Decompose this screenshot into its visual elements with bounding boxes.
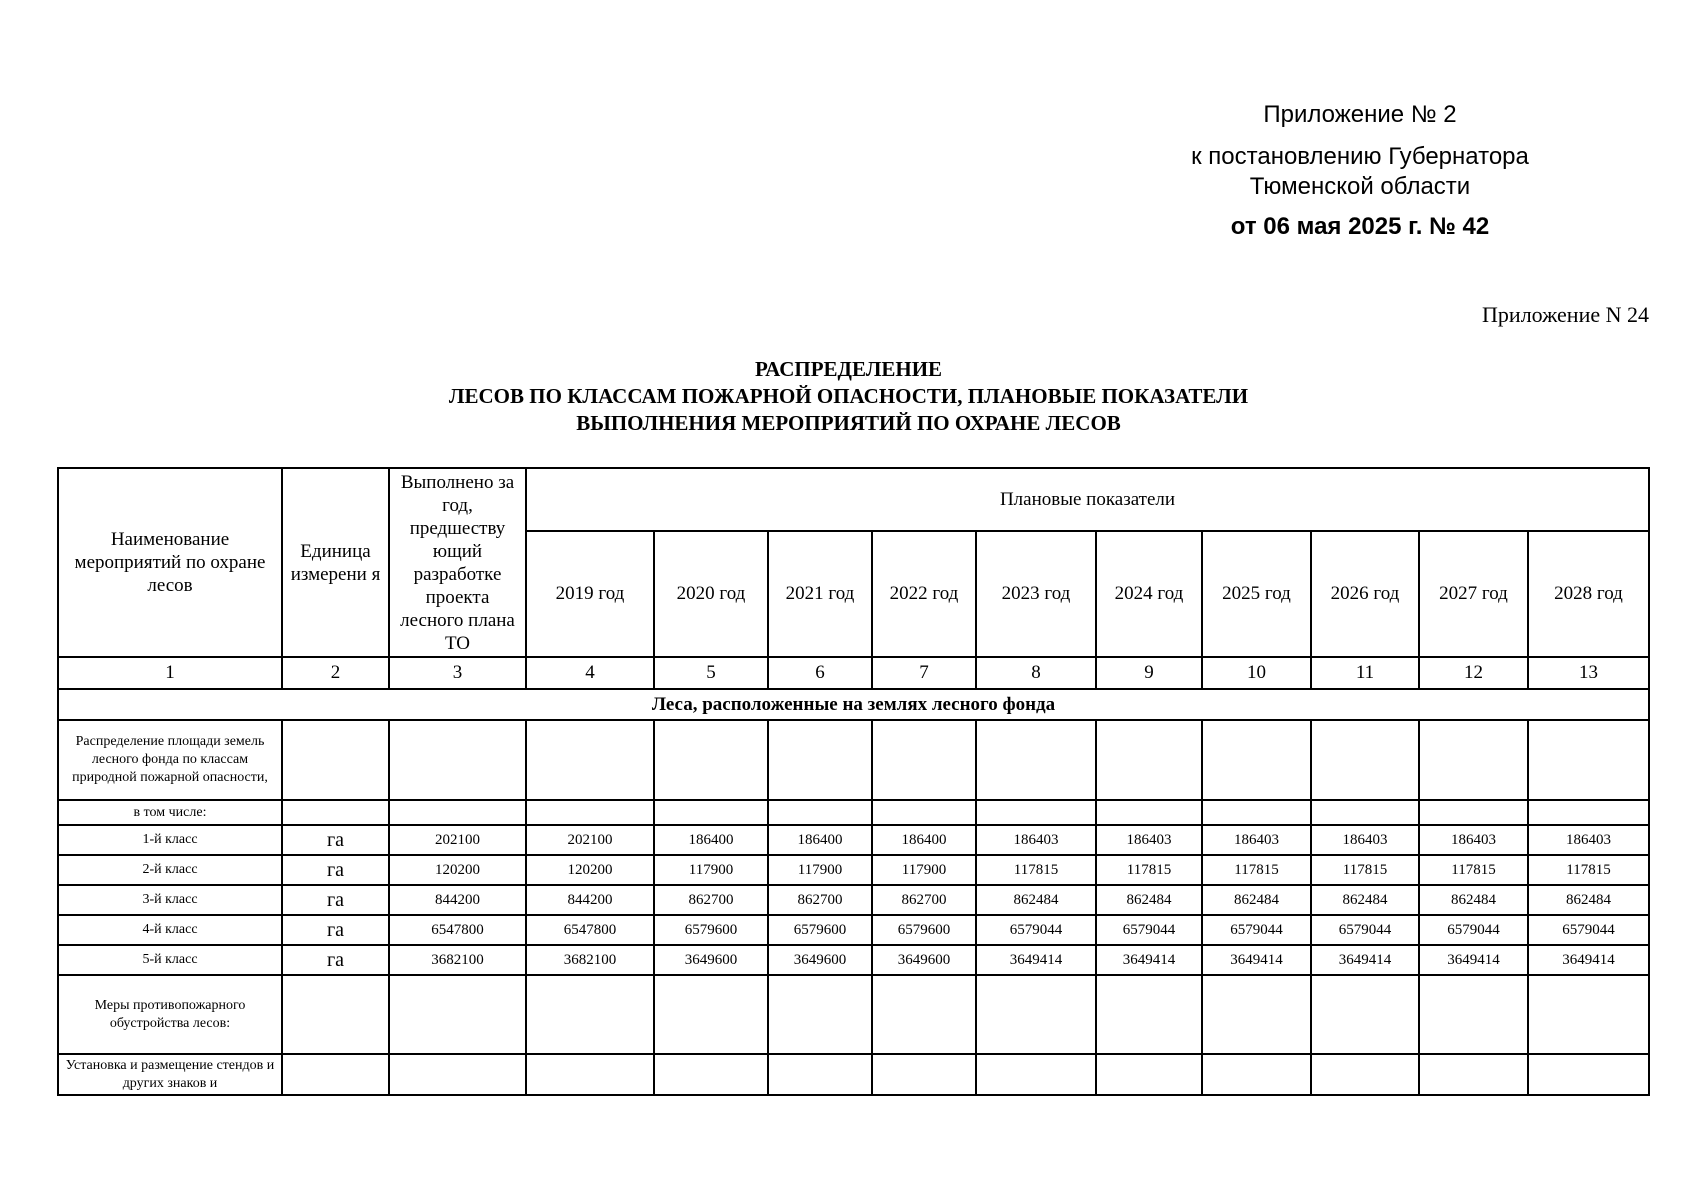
- empty-cell: [1311, 720, 1419, 800]
- empty-cell: [282, 1054, 389, 1095]
- empty-cell: [1528, 800, 1649, 825]
- value-cell: 6579044: [976, 915, 1096, 945]
- empty-cell: [1419, 1054, 1528, 1095]
- fire-class-row: [58, 855, 1649, 885]
- value-cell: 862700: [654, 885, 768, 915]
- year-header: 2023 год: [976, 531, 1096, 657]
- fire-class-row: [58, 885, 1649, 915]
- value-cell: 3649414: [1311, 945, 1419, 975]
- value-cell: 6579600: [872, 915, 976, 945]
- empty-cell: [976, 1054, 1096, 1095]
- class-label: 5-й класс: [58, 945, 282, 975]
- value-cell: 117900: [872, 855, 976, 885]
- unit-cell: га: [282, 855, 389, 885]
- column-number: 13: [1528, 657, 1649, 689]
- forest-fire-table: [57, 467, 1650, 1096]
- title-line-3: ВЫПОЛНЕНИЯ МЕРОПРИЯТИЙ ПО ОХРАНЕ ЛЕСОВ: [576, 411, 1121, 435]
- empty-cell: [282, 720, 389, 800]
- empty-cell: [1419, 720, 1528, 800]
- empty-cell: [1311, 975, 1419, 1054]
- empty-cell: [654, 720, 768, 800]
- empty-cell: [872, 1054, 976, 1095]
- document-title: [0, 356, 1697, 437]
- year-header: 2027 год: [1419, 531, 1528, 657]
- empty-cell: [389, 975, 526, 1054]
- value-cell: 186403: [1096, 825, 1202, 855]
- empty-cell: [1096, 800, 1202, 825]
- value-cell: 3649600: [654, 945, 768, 975]
- value-cell: 117900: [654, 855, 768, 885]
- year-header: 2028 год: [1528, 531, 1649, 657]
- distribution-row: [58, 720, 1649, 800]
- empty-cell: [1096, 975, 1202, 1054]
- value-cell: 844200: [526, 885, 654, 915]
- value-cell: 6579044: [1202, 915, 1311, 945]
- stands-row: [58, 1054, 1649, 1095]
- value-cell: 6579044: [1311, 915, 1419, 945]
- appendix-number: Приложение № 2: [1263, 101, 1457, 128]
- row-label: Распределение площади земель лесного фонда по классам природной пожарной опасности,: [58, 720, 282, 800]
- column-number: 3: [389, 657, 526, 689]
- col-header-unit: Единица измерени я: [282, 468, 389, 657]
- column-number: 8: [976, 657, 1096, 689]
- row-label: Меры противопожарного обустройства лесов:: [58, 975, 282, 1054]
- year-header: 2022 год: [872, 531, 976, 657]
- value-cell: 6579600: [768, 915, 872, 945]
- value-cell: 6579044: [1419, 915, 1528, 945]
- year-header: 2024 год: [1096, 531, 1202, 657]
- empty-cell: [768, 975, 872, 1054]
- value-cell: 862700: [768, 885, 872, 915]
- column-number: 9: [1096, 657, 1202, 689]
- column-number: 4: [526, 657, 654, 689]
- empty-cell: [1528, 975, 1649, 1054]
- year-header: 2021 год: [768, 531, 872, 657]
- section-row: [58, 689, 1649, 720]
- class-label: 2-й класс: [58, 855, 282, 885]
- row-label: в том числе:: [58, 800, 282, 825]
- fire-class-row: [58, 945, 1649, 975]
- including-row: [58, 800, 1649, 825]
- empty-cell: [654, 975, 768, 1054]
- empty-cell: [1202, 800, 1311, 825]
- value-cell: 3649414: [1419, 945, 1528, 975]
- empty-cell: [1419, 800, 1528, 825]
- value-cell: 844200: [389, 885, 526, 915]
- approval-header: [1150, 100, 1570, 242]
- value-cell: 186400: [654, 825, 768, 855]
- value-cell: 862484: [1096, 885, 1202, 915]
- value-cell: 120200: [389, 855, 526, 885]
- value-cell: 6547800: [526, 915, 654, 945]
- value-cell: 862484: [976, 885, 1096, 915]
- value-cell: 117815: [1202, 855, 1311, 885]
- value-cell: 117900: [768, 855, 872, 885]
- value-cell: 3649414: [1096, 945, 1202, 975]
- empty-cell: [872, 975, 976, 1054]
- empty-cell: [1419, 975, 1528, 1054]
- value-cell: 6547800: [389, 915, 526, 945]
- empty-cell: [768, 800, 872, 825]
- empty-cell: [976, 720, 1096, 800]
- value-cell: 186403: [1528, 825, 1649, 855]
- column-number: 2: [282, 657, 389, 689]
- value-cell: 862484: [1419, 885, 1528, 915]
- year-header: 2025 год: [1202, 531, 1311, 657]
- empty-cell: [1096, 720, 1202, 800]
- value-cell: 3649414: [976, 945, 1096, 975]
- column-number: 5: [654, 657, 768, 689]
- unit-cell: га: [282, 885, 389, 915]
- empty-cell: [872, 800, 976, 825]
- resolution-date: от 06 мая 2025 г. № 42: [1230, 213, 1490, 240]
- column-number: 10: [1202, 657, 1311, 689]
- plan-indicators-header: Плановые показатели: [526, 468, 1649, 531]
- value-cell: 3682100: [526, 945, 654, 975]
- value-cell: 202100: [389, 825, 526, 855]
- empty-cell: [389, 800, 526, 825]
- empty-cell: [1202, 975, 1311, 1054]
- value-cell: 3649414: [1202, 945, 1311, 975]
- section-title: Леса, расположенные на землях лесного фонда: [58, 689, 1649, 720]
- empty-cell: [976, 800, 1096, 825]
- class-label: 1-й класс: [58, 825, 282, 855]
- value-cell: 3682100: [389, 945, 526, 975]
- empty-cell: [768, 720, 872, 800]
- empty-cell: [1096, 1054, 1202, 1095]
- empty-cell: [1311, 800, 1419, 825]
- value-cell: 6579044: [1528, 915, 1649, 945]
- year-header: 2026 год: [1311, 531, 1419, 657]
- empty-cell: [389, 720, 526, 800]
- column-number: 7: [872, 657, 976, 689]
- empty-cell: [282, 975, 389, 1054]
- value-cell: 3649600: [768, 945, 872, 975]
- column-number: 1: [58, 657, 282, 689]
- value-cell: 862700: [872, 885, 976, 915]
- empty-cell: [976, 975, 1096, 1054]
- column-number: 6: [768, 657, 872, 689]
- empty-cell: [1202, 720, 1311, 800]
- empty-cell: [1202, 1054, 1311, 1095]
- value-cell: 186400: [768, 825, 872, 855]
- unit-cell: га: [282, 825, 389, 855]
- fire-class-rows: [58, 825, 1649, 975]
- title-line-1: РАСПРЕДЕЛЕНИЕ: [754, 357, 943, 381]
- empty-cell: [654, 800, 768, 825]
- col-header-done-prev-year: Выполнено за год, предшеству ющий разработке проекта лесного плана ТО: [389, 468, 526, 657]
- value-cell: 186403: [976, 825, 1096, 855]
- value-cell: 117815: [976, 855, 1096, 885]
- empty-cell: [1528, 720, 1649, 800]
- col-header-activity: Наименование мероприятий по охране лесов: [58, 468, 282, 657]
- unit-cell: га: [282, 915, 389, 945]
- value-cell: 3649600: [872, 945, 976, 975]
- class-label: 3-й класс: [58, 885, 282, 915]
- unit-cell: га: [282, 945, 389, 975]
- resolution-reference: к постановлению Губернатора: [1191, 143, 1529, 170]
- value-cell: 117815: [1311, 855, 1419, 885]
- empty-cell: [1311, 1054, 1419, 1095]
- empty-cell: [526, 800, 654, 825]
- year-header: 2020 год: [654, 531, 768, 657]
- class-label: 4-й класс: [58, 915, 282, 945]
- value-cell: 3649414: [1528, 945, 1649, 975]
- value-cell: 186403: [1419, 825, 1528, 855]
- column-number: 11: [1311, 657, 1419, 689]
- empty-cell: [526, 1054, 654, 1095]
- empty-cell: [1528, 1054, 1649, 1095]
- measures-row: [58, 975, 1649, 1054]
- region-name: Тюменской области: [1249, 173, 1471, 200]
- value-cell: 862484: [1311, 885, 1419, 915]
- appendix-24-label: Приложение N 24: [1482, 302, 1649, 327]
- empty-cell: [389, 1054, 526, 1095]
- value-cell: 186403: [1311, 825, 1419, 855]
- fire-class-row: [58, 915, 1649, 945]
- column-number: 12: [1419, 657, 1528, 689]
- value-cell: 117815: [1096, 855, 1202, 885]
- value-cell: 117815: [1419, 855, 1528, 885]
- empty-cell: [526, 720, 654, 800]
- empty-cell: [768, 1054, 872, 1095]
- year-header: 2019 год: [526, 531, 654, 657]
- value-cell: 202100: [526, 825, 654, 855]
- value-cell: 6579044: [1096, 915, 1202, 945]
- empty-cell: [282, 800, 389, 825]
- value-cell: 6579600: [654, 915, 768, 945]
- empty-cell: [526, 975, 654, 1054]
- column-numbers-row: [58, 657, 1649, 689]
- value-cell: 117815: [1528, 855, 1649, 885]
- empty-cell: [872, 720, 976, 800]
- row-label: Установка и размещение стендов и других знаков и: [58, 1054, 282, 1095]
- value-cell: 186403: [1202, 825, 1311, 855]
- value-cell: 862484: [1528, 885, 1649, 915]
- value-cell: 862484: [1202, 885, 1311, 915]
- value-cell: 186400: [872, 825, 976, 855]
- value-cell: 120200: [526, 855, 654, 885]
- fire-class-row: [58, 825, 1649, 855]
- title-line-2: ЛЕСОВ ПО КЛАССАМ ПОЖАРНОЙ ОПАСНОСТИ, ПЛАНОВЫЕ ПОКАЗАТЕЛИ: [448, 384, 1249, 408]
- empty-cell: [654, 1054, 768, 1095]
